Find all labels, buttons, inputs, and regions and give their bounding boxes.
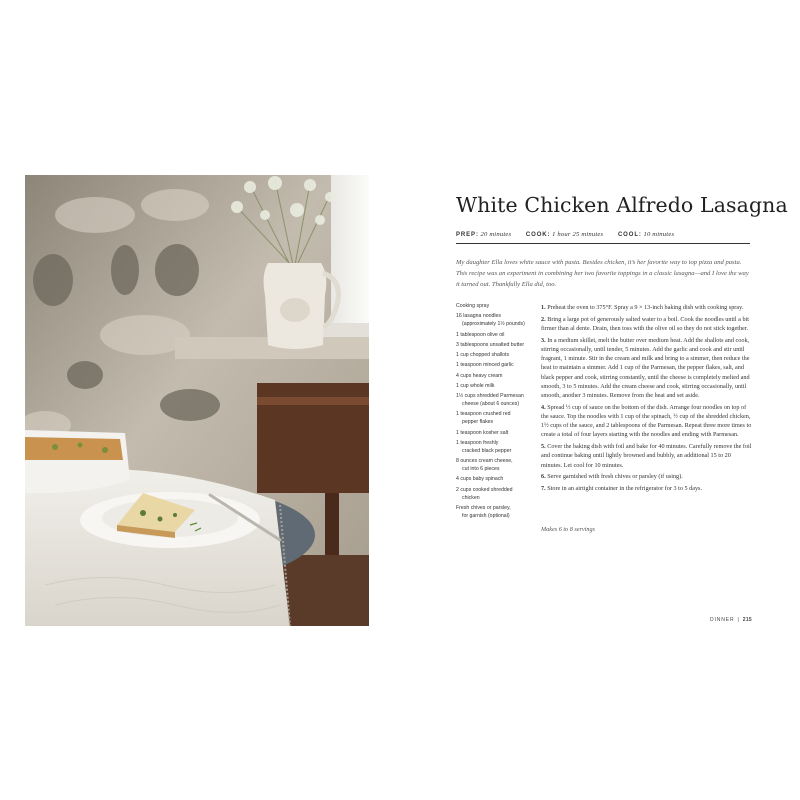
- ingredient-text: 8 ounces cream cheese,: [456, 458, 513, 465]
- ingredient-text: Cooking spray: [456, 303, 490, 309]
- ingredient-item: [456, 303, 538, 311]
- step-number: 1.: [541, 304, 546, 311]
- ingredient-text: 1½ cups shredded Parmesan: [456, 393, 524, 400]
- ingredient-subtext: pepper flakes: [462, 419, 494, 426]
- ingredient-text: 1 teaspoon kosher salt: [456, 429, 509, 436]
- ingredient-item: [456, 476, 538, 484]
- step-item: [541, 315, 753, 333]
- ingredient-item: [456, 393, 538, 409]
- ingredient-item: [456, 352, 538, 360]
- ingredient-item: [456, 342, 538, 350]
- ingredient-item: [456, 383, 538, 391]
- step-item: [541, 403, 753, 440]
- page-number: 215: [742, 617, 752, 623]
- recipe-intro: My daughter Ella loves white sauce with pasta. Besides chicken, it’s her favorite way to top pizza and pasta. This recipe was an experiment in combining her two favorite toppings in a classic lasagna—and I love the way it turned out. Thankfully Ella did, too.: [456, 259, 749, 289]
- header-divider: [456, 243, 750, 244]
- step-item: [541, 442, 753, 470]
- ingredient-subtext: cracked black pepper: [462, 447, 512, 454]
- ingredient-item: [456, 332, 538, 340]
- cook-label: COOK:: [525, 232, 551, 238]
- ingredient-text: 1 cup whole milk: [456, 382, 495, 389]
- prep-label: PREP:: [456, 232, 479, 238]
- ingredient-item: [456, 458, 538, 474]
- ingredient-text: 1 cup chopped shallots: [456, 352, 510, 359]
- ingredient-text: 1 tablespoon olive oil: [456, 331, 505, 338]
- ingredient-text: Fresh chives or parsley,: [456, 504, 511, 511]
- ingredient-item: [456, 411, 538, 427]
- footer-separator: |: [737, 617, 740, 623]
- step-text: Serve garnished with fresh chives or parsley (if using).: [547, 473, 683, 481]
- step-item: [541, 336, 753, 400]
- ingredient-text: 2 cups cooked shredded: [456, 486, 513, 493]
- ingredient-subtext: cut into 6 pieces: [462, 466, 500, 473]
- ingredient-item: [456, 505, 538, 521]
- ingredient-item: [456, 440, 538, 456]
- step-list: [541, 303, 753, 496]
- step-number: 4.: [541, 403, 546, 411]
- ingredient-item: [456, 313, 538, 329]
- ingredient-subtext: for garnish (optional): [462, 512, 510, 519]
- recipe-yield: Makes 6 to 8 servings: [541, 526, 595, 533]
- step-item: [541, 303, 753, 312]
- ingredient-text: 1 teaspoon minced garlic: [456, 362, 514, 369]
- ingredient-item: [456, 430, 538, 438]
- ingredient-text: 3 tablespoons unsalted butter: [456, 341, 525, 348]
- step-item: [541, 472, 753, 481]
- ingredient-item: [456, 373, 538, 381]
- step-text: Bring a large pot of generously salted water to a boil. Cook the noodles until a bit firmer than al dente. Drain, then toss with the olive oil so they do not stick together.: [541, 315, 749, 332]
- lasagna-photo: [25, 175, 369, 626]
- step-item: [541, 484, 753, 493]
- step-text: Store in an airtight container in the refrigerator for 3 to 5 days.: [547, 485, 702, 493]
- step-number: 7.: [541, 485, 546, 493]
- ingredient-text: 4 cups heavy cream: [456, 372, 503, 379]
- ingredient-list: [456, 303, 538, 523]
- recipe-title: White Chicken Alfredo Lasagna: [456, 193, 788, 217]
- cool-time: 10 minutes: [643, 231, 675, 238]
- step-number: 6.: [541, 473, 546, 481]
- ingredient-text: 16 lasagna noodles: [456, 313, 501, 320]
- ingredient-subtext: cheese (about 6 ounces): [462, 401, 520, 408]
- step-text: Cover the baking dish with foil and bake for 40 minutes. Carefully remove the foil and continue baking until lightly browned and bubbly, an additional 15 to 20 minutes. Let cool for 10 minutes.: [541, 443, 752, 469]
- ingredient-item: [456, 362, 538, 370]
- cook-time: 1 hour 25 minutes: [552, 231, 604, 238]
- ingredient-item: [456, 487, 538, 503]
- ingredient-text: 1 teaspoon crushed red: [456, 411, 511, 418]
- ingredient-subtext: (approximately 1½ pounds): [462, 321, 525, 328]
- step-text: In a medium skillet, melt the butter over medium heat. Add the shallots and cook, stirring occasionally, until tender, 5 minutes. Add the garlic and cook and stir until fragrant, 1 minute. Stir in the cream and milk and bring to a simmer, then reduce the heat to maintain a simmer. Add 1 cup of the Parmesan, the pepper flakes, salt, and black pepper and cook, stirring constantly, until the cheese is completely melted and smooth, 3 to 5 minutes. Add the cream cheese and cook, stirring occasionally, until smooth, another 3 minutes. Remove from the heat and set aside.: [541, 336, 750, 400]
- ingredient-text: 1 teaspoon freshly: [456, 439, 499, 446]
- recipe-times: [456, 231, 750, 238]
- ingredient-text: 4 cups baby spinach: [456, 476, 504, 483]
- step-number: 2.: [541, 315, 546, 323]
- section-name: DINNER: [709, 617, 735, 623]
- step-text: Spread ½ cup of sauce on the bottom of the dish. Arrange four noodles on top of the sauce. Top the noodles with 1 cup of the spinach, ½ cup of the shredded chicken, 1½ cups of the sauce, and 2 tablespoons of the Parmesan. Repeat three more times to create a total of four layers starting with the noodles and ending with Parmesan.: [541, 403, 752, 439]
- ingredient-subtext: chicken: [462, 494, 480, 501]
- page-footer: [700, 617, 752, 623]
- step-text: Preheat the oven to 375°F. Spray a 9 × 13-inch baking dish with cooking spray.: [547, 304, 744, 311]
- step-number: 5.: [541, 443, 546, 451]
- step-number: 3.: [541, 336, 546, 344]
- prep-time: 20 minutes: [480, 231, 512, 238]
- cool-label: COOL:: [617, 232, 642, 238]
